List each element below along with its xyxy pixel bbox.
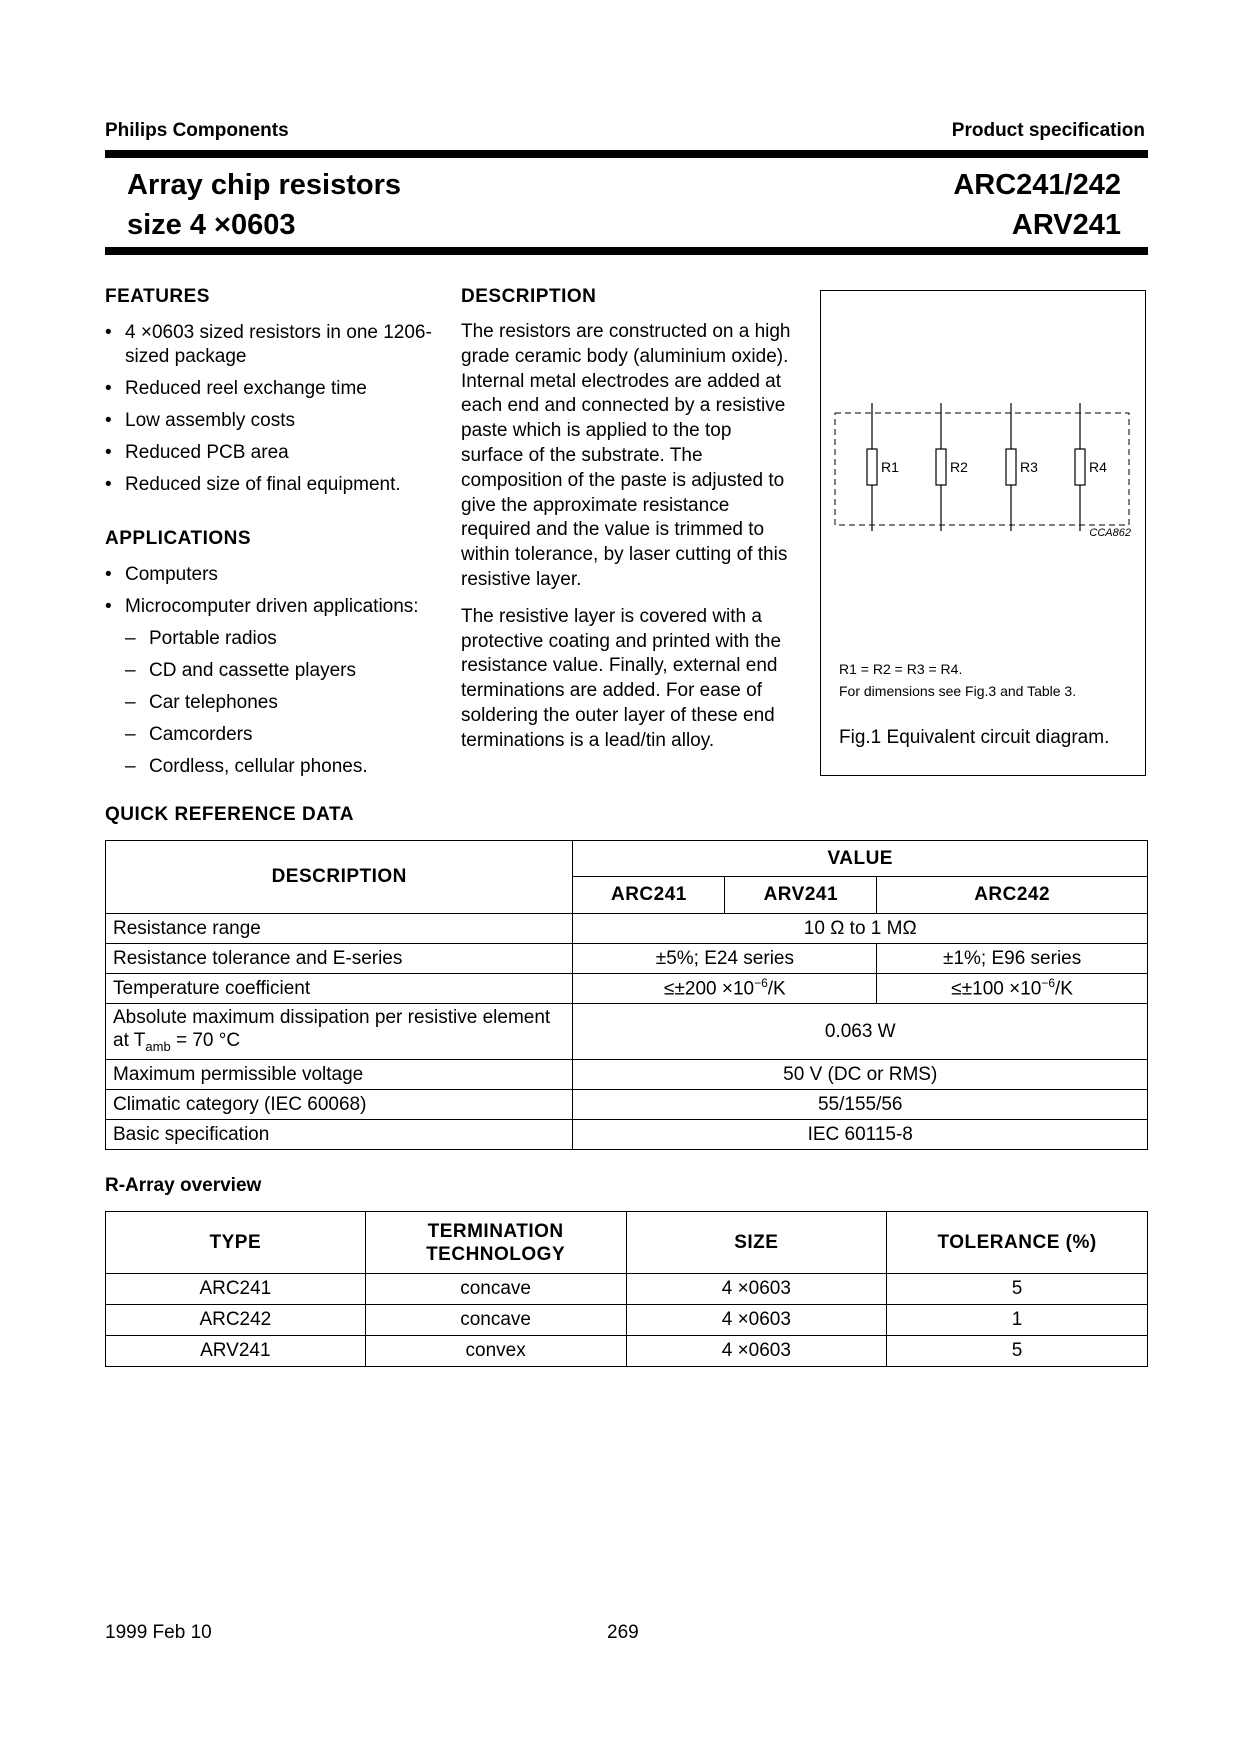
list-item: • Reduced PCB area xyxy=(105,442,289,463)
table-row: ARC242 concave 4 ×0603 1 xyxy=(106,1305,1148,1336)
table-row: ARV241 convex 4 ×0603 5 xyxy=(106,1336,1148,1367)
col-value: VALUE xyxy=(573,841,1148,877)
description-body xyxy=(461,320,796,766)
list-item: • Microcomputer driven applications: xyxy=(105,596,419,617)
circuit-diagram xyxy=(821,291,1144,591)
col-tolerance: TOLERANCE (%) xyxy=(887,1212,1148,1274)
col-arc241: ARC241 xyxy=(573,877,725,914)
list-item: – Car telephones xyxy=(125,692,278,713)
col-termination: TERMINATION TECHNOLOGY xyxy=(365,1212,626,1274)
list-item: • Reduced size of final equipment. xyxy=(105,474,401,495)
figure-note-1: R1 = R2 = R3 = R4. xyxy=(839,661,963,677)
list-item: • Computers xyxy=(105,564,218,585)
company-name: Philips Components xyxy=(105,120,289,141)
list-item: – CD and cassette players xyxy=(125,660,356,681)
col-type: TYPE xyxy=(106,1212,366,1274)
part-numbers xyxy=(953,165,1121,245)
figure-code: CCA862 xyxy=(1089,527,1131,539)
figure-note-2: For dimensions see Fig.3 and Table 3. xyxy=(839,683,1077,699)
label-r4: R4 xyxy=(1089,459,1107,475)
page-number: 269 xyxy=(607,1622,639,1643)
col-arv241: ARV241 xyxy=(725,877,877,914)
header-rule-top xyxy=(105,150,1148,158)
doc-type: Product specification xyxy=(951,120,1145,141)
label-r2: R2 xyxy=(950,459,968,475)
overview-table xyxy=(105,1211,1148,1367)
overview-heading: R-Array overview xyxy=(105,1175,262,1196)
table-row: Maximum permissible voltage 50 V (DC or RMS) xyxy=(106,1060,1148,1090)
figure-box xyxy=(820,290,1146,776)
title-line-1: Array chip resistors xyxy=(127,169,402,201)
table-row: Climatic category (IEC 60068) 55/155/56 xyxy=(106,1090,1148,1120)
title-line-2: size 4 ×0603 xyxy=(127,209,296,241)
table-row: Resistance range 10 Ω to 1 MΩ xyxy=(106,914,1148,944)
description-heading: DESCRIPTION xyxy=(461,286,597,307)
part-line-1: ARC241/242 xyxy=(953,169,1121,201)
features-heading: FEATURES xyxy=(105,286,210,307)
label-r3: R3 xyxy=(1020,459,1038,475)
applications-list xyxy=(105,563,445,787)
list-item: • 4 ×0603 sized resistors in one 1206-sized package xyxy=(105,322,432,367)
table-row: Absolute maximum dissipation per resistive element at $T_{amb} = 70$ °C 0.063 W xyxy=(106,1004,1148,1060)
list-item: – Portable radios xyxy=(125,628,277,649)
col-arc242: ARC242 xyxy=(877,877,1148,914)
table-row: Basic specification IEC 60115-8 xyxy=(106,1120,1148,1150)
list-item: – Camcorders xyxy=(125,724,253,745)
col-size: SIZE xyxy=(626,1212,887,1274)
quick-ref-table xyxy=(105,840,1148,1150)
page-title xyxy=(127,165,401,245)
label-r1: R1 xyxy=(881,459,899,475)
table-row: Temperature coefficient $\le\pm 200 \times 10^{-6}/K$ $\le\pm 100 \times 10^{-6}/K$ xyxy=(106,974,1148,1004)
description-paragraph-1: The resistors are constructed on a high grade ceramic body (aluminium oxide). Internal metal electrodes are added at each end and connected by a resistive paste which is applied to the top surface of the substrate. The composition of the paste is adjusted to give the approximate resistance required and the value is trimmed to within tolerance, by laser cutting of this resistive layer. xyxy=(461,321,791,590)
list-item: • Low assembly costs xyxy=(105,410,296,431)
features-list xyxy=(105,321,445,505)
table-row: Resistance tolerance and E-series ±5%; E24 series ±1%; E96 series xyxy=(106,944,1148,974)
part-line-2: ARV241 xyxy=(1011,209,1121,241)
quick-ref-heading: QUICK REFERENCE DATA xyxy=(105,804,354,825)
list-item: – Cordless, cellular phones. xyxy=(125,756,368,777)
col-description: DESCRIPTION xyxy=(106,841,573,914)
table-row: ARC241 concave 4 ×0603 5 xyxy=(106,1274,1148,1305)
description-paragraph-2: The resistive layer is covered with a protective coating and printed with the resistance value. Finally, external end terminations are added. For ease of soldering the outer layer of these end terminations is a lead/tin alloy. xyxy=(461,605,782,751)
figure-caption: Fig.1 Equivalent circuit diagram. xyxy=(839,727,1110,748)
applications-heading: APPLICATIONS xyxy=(105,528,252,549)
list-item: • Reduced reel exchange time xyxy=(105,378,367,399)
header-rule-bottom xyxy=(105,247,1148,255)
footer-date: 1999 Feb 10 xyxy=(105,1622,212,1643)
